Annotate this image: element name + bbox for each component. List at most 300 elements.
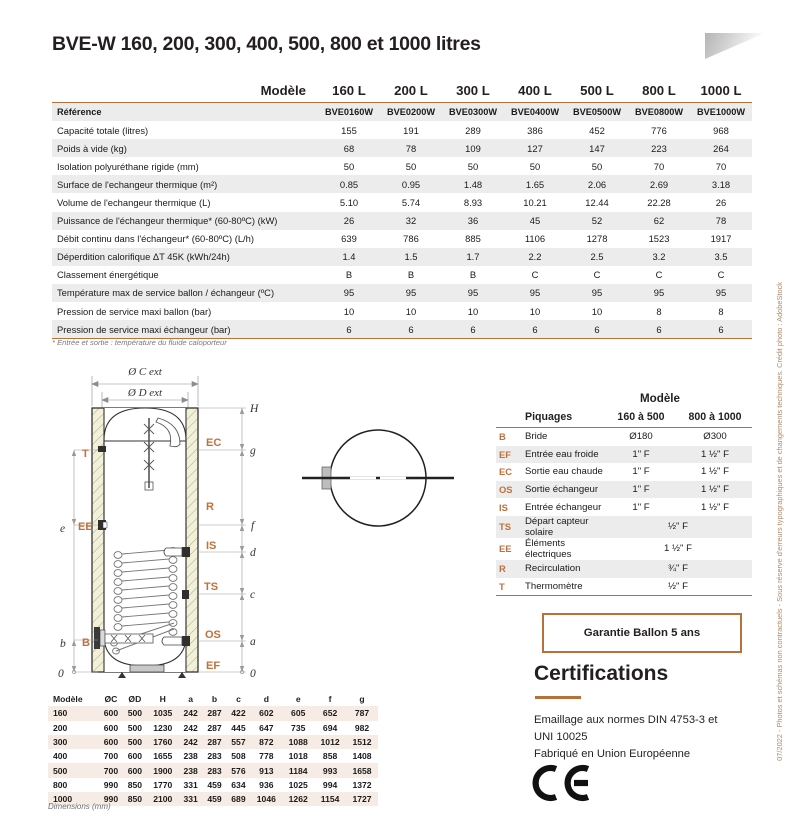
spec-cell: 8.93 bbox=[463, 197, 483, 209]
table-row bbox=[496, 446, 752, 464]
photo-credit: 07/2022 - Photos et schémas non contractuels - Sous réserve d'erreurs typographiques et de changements techniques. Crédit photo : AdobeStock bbox=[775, 282, 784, 761]
spec-cell: 386 bbox=[527, 124, 543, 136]
spec-cell: BVE0500W bbox=[572, 107, 621, 118]
spec-model-6: 1000 L bbox=[700, 82, 742, 98]
dimensions-cell: 1025 bbox=[288, 779, 308, 790]
spec-cell: 127 bbox=[527, 142, 543, 154]
spec-model-1: 200 L bbox=[394, 82, 428, 98]
spec-cell: 5.10 bbox=[339, 197, 359, 209]
dimensions-cell: 1000 bbox=[53, 794, 73, 805]
table-row bbox=[48, 706, 378, 720]
dimensions-cell: 1018 bbox=[288, 751, 308, 762]
spec-cell: 289 bbox=[465, 124, 481, 136]
dimensions-cell: 331 bbox=[183, 779, 198, 790]
dimensions-cell: 600 bbox=[103, 708, 119, 719]
piquages-value-1: 1" F bbox=[632, 501, 650, 513]
spec-row-label: Poids à vide (kg) bbox=[57, 142, 127, 154]
dimensions-cell: 936 bbox=[259, 779, 274, 790]
dimensions-cell: 1655 bbox=[153, 751, 173, 762]
piquages-desc: Thermomètre bbox=[525, 580, 583, 592]
dimensions-cell: 600 bbox=[127, 765, 143, 776]
dimensions-cell: 1727 bbox=[352, 794, 372, 805]
dimensions-cell: 1154 bbox=[320, 794, 340, 805]
svg-text:g: g bbox=[250, 445, 256, 457]
piquages-value-span: ½" F bbox=[668, 580, 688, 592]
piquages-desc: Entrée échangeur bbox=[525, 501, 602, 513]
dimensions-cell: 1230 bbox=[153, 722, 173, 733]
piquages-desc: Entrée eau froide bbox=[525, 448, 599, 460]
dimensions-cell: 1372 bbox=[352, 779, 372, 790]
spec-row-label: Pression de service maxi ballon (bar) bbox=[57, 305, 212, 317]
dimensions-cell: 990 bbox=[103, 794, 119, 805]
dimensions-cell: 1262 bbox=[288, 794, 308, 805]
svg-text:Ø C ext: Ø C ext bbox=[128, 366, 162, 378]
spec-cell: 1.7 bbox=[466, 251, 480, 263]
piquages-value-1: 1" F bbox=[632, 484, 650, 496]
dimensions-cell: 283 bbox=[207, 765, 222, 776]
dimensions-cell: 850 bbox=[127, 779, 143, 790]
spec-cell: 10 bbox=[467, 305, 479, 317]
spec-cell: 95 bbox=[529, 287, 541, 299]
spec-cell: 10 bbox=[591, 305, 603, 317]
spec-cell: 50 bbox=[343, 160, 355, 172]
spec-cell: 8 bbox=[656, 305, 662, 317]
dimensions-cell: 652 bbox=[322, 708, 338, 719]
spec-cell: 0.95 bbox=[401, 178, 421, 190]
spec-row-label: Surface de l'echangeur thermique (m²) bbox=[57, 178, 218, 190]
piquages-value-span: 1 ½" F bbox=[664, 543, 692, 555]
spec-cell: BVE0400W bbox=[510, 107, 559, 118]
spec-cell: 0.85 bbox=[339, 178, 359, 190]
dimensions-cell: 1088 bbox=[288, 737, 308, 748]
dimensions-cell: 557 bbox=[231, 737, 246, 748]
certifications-body bbox=[534, 712, 764, 763]
dimensions-cell: 331 bbox=[183, 794, 198, 805]
spec-cell: 109 bbox=[465, 142, 481, 154]
tank-top-view-drawing bbox=[290, 420, 465, 540]
piquages-value-2: 1 ½" F bbox=[701, 466, 729, 478]
piquages-header-row bbox=[496, 407, 752, 427]
svg-text:0: 0 bbox=[58, 668, 64, 680]
svg-text:d: d bbox=[250, 547, 256, 559]
dimensions-table bbox=[48, 692, 378, 806]
piquages-code: TS bbox=[499, 521, 511, 533]
dimensions-cell: 700 bbox=[103, 765, 119, 776]
tank-cross-section-drawing bbox=[46, 362, 296, 692]
piquages-value-1: 1" F bbox=[632, 466, 650, 478]
dimensions-cell: 287 bbox=[207, 737, 222, 748]
piquages-desc-header: Piquages bbox=[525, 411, 573, 423]
spec-cell: 147 bbox=[589, 142, 605, 154]
spec-row-label: Déperdition calorifique ΔT 45K (kWh/24h) bbox=[57, 251, 230, 263]
dimensions-cell: 200 bbox=[53, 722, 68, 733]
dimensions-header-cell: H bbox=[159, 694, 166, 705]
spec-cell: 968 bbox=[713, 124, 729, 136]
dimensions-cell: 508 bbox=[231, 751, 246, 762]
spec-cell: 32 bbox=[405, 215, 417, 227]
dimensions-cell: 1770 bbox=[153, 779, 173, 790]
certifications-divider bbox=[535, 696, 581, 699]
piquages-value-2: Ø300 bbox=[703, 431, 727, 443]
spec-cell: 1106 bbox=[524, 233, 546, 245]
dimensions-cell: 872 bbox=[259, 737, 274, 748]
dimensions-header-cell: f bbox=[328, 694, 332, 705]
spec-cell: 3.18 bbox=[711, 178, 731, 190]
spec-model-header-row bbox=[52, 78, 752, 102]
dimensions-cell: 1408 bbox=[352, 751, 372, 762]
dimensions-cell: 1046 bbox=[256, 794, 276, 805]
piquages-value-1: Ø180 bbox=[629, 431, 653, 443]
dimensions-cell: 242 bbox=[183, 722, 198, 733]
table-row bbox=[52, 248, 752, 266]
spec-cell: 95 bbox=[405, 287, 417, 299]
dimensions-cell: 1760 bbox=[153, 737, 173, 748]
dimensions-container bbox=[48, 692, 378, 806]
dimensions-caption: Dimensions (mm) bbox=[48, 802, 111, 811]
piquages-code: IS bbox=[499, 501, 508, 513]
spec-cell: 52 bbox=[591, 215, 603, 227]
spec-cell: 223 bbox=[651, 142, 667, 154]
svg-text:B: B bbox=[82, 637, 90, 649]
spec-row-label: Référence bbox=[57, 107, 102, 118]
spec-model-3: 400 L bbox=[518, 82, 552, 98]
spec-cell: 6 bbox=[408, 323, 414, 335]
spec-cell: B bbox=[469, 269, 477, 281]
dimensions-cell: 2100 bbox=[153, 794, 173, 805]
dimensions-cell: 160 bbox=[53, 708, 68, 719]
spec-cell: 50 bbox=[529, 160, 541, 172]
spec-cell: BVE0800W bbox=[634, 107, 683, 118]
spec-cell: 10.21 bbox=[523, 197, 547, 209]
dimensions-cell: 400 bbox=[53, 751, 68, 762]
piquages-desc: Bride bbox=[525, 431, 548, 443]
piquages-code: R bbox=[499, 563, 506, 575]
dimensions-cell: 500 bbox=[127, 737, 143, 748]
spec-cell: 8 bbox=[718, 305, 724, 317]
piquages-desc: Éléments électriques bbox=[525, 537, 572, 560]
piquages-code: EE bbox=[499, 543, 512, 555]
garantie-badge bbox=[542, 613, 742, 653]
dimensions-cell: 422 bbox=[231, 708, 246, 719]
dimensions-cell: 605 bbox=[291, 708, 306, 719]
dimensions-cell: 735 bbox=[291, 722, 306, 733]
table-row bbox=[496, 538, 752, 560]
spec-cell: 1523 bbox=[648, 233, 670, 245]
spec-cell: 1917 bbox=[710, 233, 732, 245]
table-row bbox=[52, 212, 752, 230]
spec-cell: 10 bbox=[529, 305, 541, 317]
table-row bbox=[52, 320, 752, 339]
spec-cell: 50 bbox=[405, 160, 417, 172]
dimensions-cell: 459 bbox=[207, 794, 222, 805]
dimensions-header-cell: e bbox=[295, 694, 301, 705]
dimensions-cell: 1900 bbox=[153, 765, 173, 776]
spec-cell: 36 bbox=[467, 215, 479, 227]
spec-row-label: Capacité totale (litres) bbox=[57, 124, 149, 136]
dimensions-header-cell: d bbox=[263, 694, 269, 705]
table-row bbox=[496, 428, 752, 446]
svg-text:R: R bbox=[206, 501, 214, 513]
table-row bbox=[496, 578, 752, 596]
piquages-code: B bbox=[499, 431, 506, 443]
dimensions-cell: 602 bbox=[259, 708, 274, 719]
spec-cell: 1.4 bbox=[342, 251, 356, 263]
dimensions-cell: 787 bbox=[354, 708, 370, 719]
spec-cell: 6 bbox=[470, 323, 476, 335]
dimensions-cell: 500 bbox=[127, 722, 143, 733]
spec-row-label: Pression de service maxi échangeur (bar) bbox=[57, 323, 231, 335]
spec-row-label: Volume de l'echangeur thermique (L) bbox=[57, 197, 211, 209]
spec-cell: 885 bbox=[465, 233, 481, 245]
dimensions-cell: 982 bbox=[354, 722, 370, 733]
dimensions-cell: 993 bbox=[322, 765, 338, 776]
svg-text:c: c bbox=[250, 589, 256, 601]
piquages-value-2: 1 ½" F bbox=[701, 484, 729, 496]
spec-cell: 95 bbox=[653, 287, 665, 299]
svg-text:EC: EC bbox=[206, 437, 222, 449]
piquages-code-header bbox=[496, 407, 525, 427]
spec-cell: 6 bbox=[656, 323, 662, 335]
dimensions-header-cell: Modèle bbox=[53, 694, 83, 705]
table-row bbox=[52, 266, 752, 284]
spec-cell: 3.5 bbox=[714, 251, 728, 263]
dimensions-cell: 1512 bbox=[352, 737, 372, 748]
dimensions-cell: 1184 bbox=[288, 765, 308, 776]
spec-row-label: Isolation polyuréthane rigide (mm) bbox=[57, 160, 199, 172]
spec-cell: 1278 bbox=[586, 233, 608, 245]
spec-row-label: Classement énergétique bbox=[57, 269, 159, 281]
spec-cell: 10 bbox=[343, 305, 355, 317]
spec-cell: 50 bbox=[591, 160, 603, 172]
spec-model-2: 300 L bbox=[456, 82, 490, 98]
spec-cell: 78 bbox=[715, 215, 727, 227]
table-row bbox=[496, 516, 752, 538]
spec-cell: BVE1000W bbox=[696, 107, 745, 118]
spec-cell: 2.69 bbox=[649, 178, 669, 190]
dimensions-cell: 850 bbox=[127, 794, 143, 805]
dimensions-cell: 1658 bbox=[352, 765, 372, 776]
svg-text:TS: TS bbox=[204, 581, 219, 593]
table-row bbox=[48, 721, 378, 735]
svg-text:T: T bbox=[82, 448, 89, 460]
spec-table bbox=[52, 78, 752, 339]
dimensions-cell: 242 bbox=[183, 737, 198, 748]
table-row bbox=[52, 193, 752, 211]
spec-cell: 50 bbox=[467, 160, 479, 172]
spec-cell: BVE0300W bbox=[448, 107, 497, 118]
spec-cell: 12.44 bbox=[585, 197, 609, 209]
piquages-code: EF bbox=[499, 448, 511, 460]
svg-text:Ø D ext: Ø D ext bbox=[127, 387, 163, 399]
spec-cell: 95 bbox=[715, 287, 727, 299]
spec-cell: 155 bbox=[341, 124, 357, 136]
garantie-label: Garantie Ballon 5 ans bbox=[583, 627, 701, 639]
dimensions-cell: 858 bbox=[322, 751, 338, 762]
piquages-modele-header: Modèle bbox=[640, 392, 680, 405]
piquages-code: OS bbox=[499, 484, 513, 496]
spec-cell: 1.48 bbox=[463, 178, 483, 190]
spec-cell: 776 bbox=[651, 124, 667, 136]
dimensions-cell: 778 bbox=[259, 751, 274, 762]
svg-text:IS: IS bbox=[206, 540, 217, 552]
table-row bbox=[496, 481, 752, 499]
svg-text:0: 0 bbox=[250, 668, 256, 680]
spec-cell: 1.65 bbox=[525, 178, 545, 190]
spec-cell: 10 bbox=[405, 305, 417, 317]
spec-cell: 6 bbox=[718, 323, 724, 335]
spec-cell: 78 bbox=[405, 142, 417, 154]
dimensions-header-cell: ØC bbox=[104, 694, 118, 705]
dimensions-cell: 1012 bbox=[320, 737, 340, 748]
table-row bbox=[496, 463, 752, 481]
dimensions-header-cell: a bbox=[188, 694, 194, 705]
dimensions-header-cell: ØD bbox=[128, 694, 142, 705]
spec-cell: 6 bbox=[532, 323, 538, 335]
table-row bbox=[52, 121, 752, 139]
certification-line-2: UNI 10025 bbox=[534, 731, 588, 743]
dimensions-cell: 242 bbox=[183, 708, 198, 719]
dimensions-cell: 238 bbox=[183, 765, 198, 776]
svg-text:b: b bbox=[60, 638, 66, 650]
piquages-desc: Recirculation bbox=[525, 563, 581, 575]
certification-line-3: Fabriqué en Union Européenne bbox=[534, 748, 691, 760]
svg-text:H: H bbox=[250, 403, 259, 415]
dimensions-cell: 990 bbox=[103, 779, 119, 790]
spec-cell: C bbox=[655, 269, 663, 281]
spec-cell: 3.2 bbox=[652, 251, 666, 263]
spec-cell: 6 bbox=[346, 323, 352, 335]
dimensions-cell: 600 bbox=[103, 737, 119, 748]
dimensions-cell: 287 bbox=[207, 708, 222, 719]
spec-cell: 95 bbox=[591, 287, 603, 299]
table-row bbox=[48, 749, 378, 763]
piquages-table bbox=[496, 407, 752, 596]
table-row bbox=[52, 230, 752, 248]
svg-text:OS: OS bbox=[205, 629, 221, 641]
piquages-desc: Départ capteur solaire bbox=[525, 515, 589, 538]
spec-cell: 70 bbox=[653, 160, 665, 172]
spec-cell: 95 bbox=[343, 287, 355, 299]
dimensions-cell: 576 bbox=[231, 765, 246, 776]
piquages-value-span: ¾" F bbox=[668, 563, 688, 575]
svg-text:a: a bbox=[250, 636, 256, 648]
dimensions-header-cell: g bbox=[359, 694, 365, 705]
spec-cell: 70 bbox=[715, 160, 727, 172]
svg-text:EE: EE bbox=[78, 521, 93, 533]
dimensions-cell: 634 bbox=[231, 779, 246, 790]
table-row bbox=[52, 157, 752, 175]
ce-mark-icon bbox=[530, 762, 596, 809]
spec-model-label: Modèle bbox=[260, 82, 306, 98]
dimensions-cell: 600 bbox=[103, 722, 119, 733]
spec-cell: 452 bbox=[589, 124, 605, 136]
spec-cell: 1.5 bbox=[404, 251, 418, 263]
spec-cell: 2.5 bbox=[590, 251, 604, 263]
svg-text:e: e bbox=[60, 523, 66, 535]
table-row bbox=[496, 498, 752, 516]
spec-row-label: Puissance de l'échangeur thermique* (60-80ºC) (kW) bbox=[57, 215, 278, 227]
table-row bbox=[52, 175, 752, 193]
dimensions-cell: 500 bbox=[127, 708, 143, 719]
dimensions-cell: 800 bbox=[53, 779, 68, 790]
spec-cell: 95 bbox=[467, 287, 479, 299]
dimensions-cell: 1035 bbox=[153, 708, 173, 719]
piquages-desc: Sortie échangeur bbox=[525, 484, 599, 496]
spec-cell: 6 bbox=[594, 323, 600, 335]
table-row bbox=[48, 735, 378, 749]
spec-cell: 639 bbox=[341, 233, 357, 245]
spec-cell: 26 bbox=[343, 215, 355, 227]
dimensions-cell: 700 bbox=[103, 751, 119, 762]
spec-row-label: Débit continu dans l'échangeur* (60-80ºC) (L/h) bbox=[57, 233, 254, 245]
spec-model-0: 160 L bbox=[332, 82, 366, 98]
page-title: BVE-W 160, 200, 300, 400, 500, 800 et 1000 litres bbox=[52, 33, 481, 55]
table-row bbox=[496, 560, 752, 578]
piquages-container bbox=[496, 392, 752, 596]
dimensions-cell: 994 bbox=[322, 779, 338, 790]
svg-text:f: f bbox=[251, 520, 255, 532]
piquages-col2-header: 800 à 1000 bbox=[688, 411, 742, 423]
spec-cell: B bbox=[407, 269, 415, 281]
dimensions-header-cell: c bbox=[236, 694, 241, 705]
spec-table-container bbox=[52, 78, 752, 339]
table-row bbox=[48, 763, 378, 777]
certifications-title: Certifications bbox=[534, 662, 669, 685]
spec-cell: 2.2 bbox=[528, 251, 542, 263]
spec-cell: BVE0160W bbox=[324, 107, 373, 118]
dimensions-cell: 913 bbox=[259, 765, 274, 776]
spec-model-4: 500 L bbox=[580, 82, 614, 98]
piquages-code: EC bbox=[499, 466, 513, 478]
piquages-value-2: 1 ½" F bbox=[701, 501, 729, 513]
spec-model-5: 800 L bbox=[642, 82, 676, 98]
dimensions-cell: 445 bbox=[231, 722, 246, 733]
dimensions-cell: 283 bbox=[207, 751, 222, 762]
spec-cell: 5.74 bbox=[401, 197, 421, 209]
spec-cell: C bbox=[531, 269, 539, 281]
table-row bbox=[52, 139, 752, 157]
spec-cell: BVE0200W bbox=[386, 107, 435, 118]
dimensions-cell: 689 bbox=[231, 794, 246, 805]
spec-cell: 68 bbox=[343, 142, 355, 154]
dimensions-cell: 647 bbox=[259, 722, 274, 733]
dimensions-cell: 300 bbox=[53, 737, 68, 748]
table-row bbox=[52, 284, 752, 302]
piquages-code: T bbox=[499, 580, 505, 592]
spec-cell: 26 bbox=[715, 197, 727, 209]
piquages-value-2: 1 ½" F bbox=[701, 448, 729, 460]
piquages-value-span: ½" F bbox=[668, 521, 688, 533]
piquages-desc: Sortie eau chaude bbox=[525, 466, 603, 478]
spec-cell: C bbox=[593, 269, 601, 281]
dimensions-cell: 500 bbox=[53, 765, 68, 776]
spec-row-label: Température max de service ballon / échangeur (ºC) bbox=[57, 287, 275, 299]
dimensions-cell: 694 bbox=[322, 722, 338, 733]
spec-cell: 786 bbox=[403, 233, 419, 245]
spec-cell: 62 bbox=[653, 215, 665, 227]
spec-footnote: * Entrée et sortie : température du fluide caloporteur bbox=[52, 338, 227, 347]
spec-cell: 2.06 bbox=[587, 178, 607, 190]
certification-line-1: Emaillage aux normes DIN 4753-3 et bbox=[534, 714, 718, 726]
dimensions-header-cell: b bbox=[211, 694, 218, 705]
spec-cell: 45 bbox=[529, 215, 541, 227]
spec-cell: 264 bbox=[713, 142, 729, 154]
table-row bbox=[52, 103, 752, 122]
table-row bbox=[52, 302, 752, 320]
spec-cell: 191 bbox=[403, 124, 419, 136]
table-row bbox=[48, 778, 378, 792]
dimensions-header-row bbox=[48, 692, 378, 706]
